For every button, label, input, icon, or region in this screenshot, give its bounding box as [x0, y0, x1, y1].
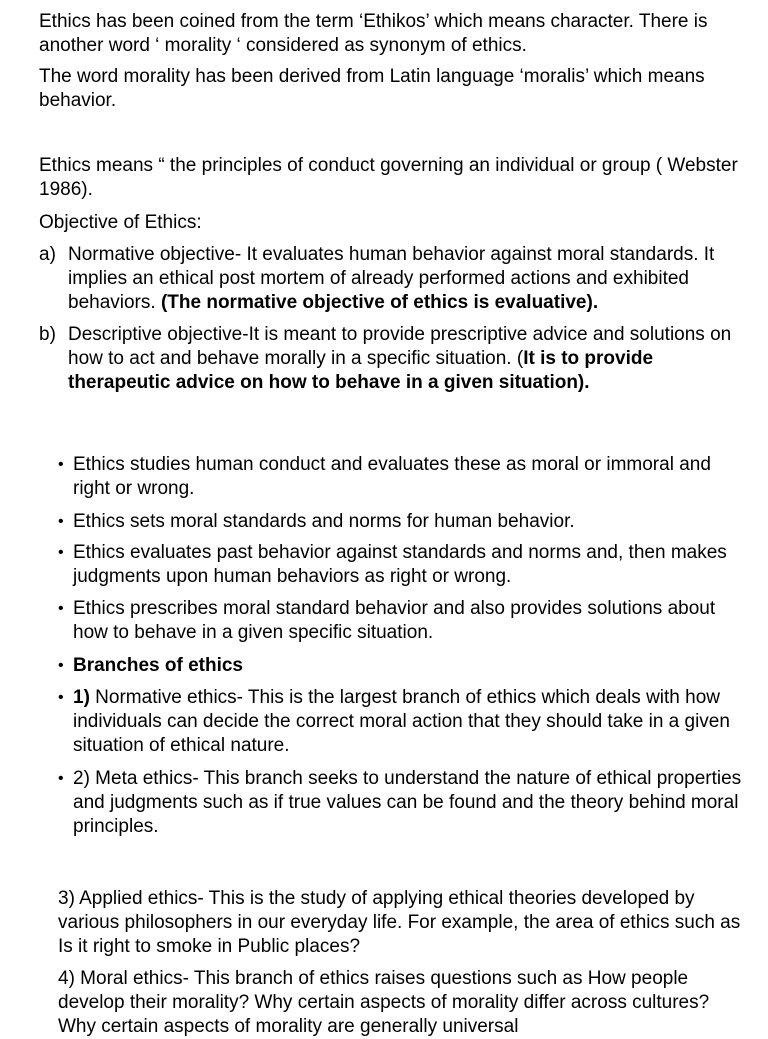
- bullet-icon: •: [58, 770, 64, 787]
- bullet-icon: •: [58, 513, 64, 530]
- moral-ethics-paragraph: 4) Moral ethics- This branch of ethics raises questions such as How people develop their morality? Why certain aspects of morality differ across cultures? Why certain aspects of morality are generally universal: [58, 968, 710, 1037]
- bullet-icon: •: [58, 600, 64, 617]
- bullet-icon: •: [58, 657, 64, 674]
- objective-heading: Objective of Ethics:: [39, 212, 202, 233]
- document-page: Ethics has been coined from the term ‘Ethikos’ which means character. There is another word ‘ morality ‘ considered as synonym of ethics. The word morality has been derived from Latin language ‘moralis’ which means behavior. Ethics means “ the principles of conduct governing an individual or group ( Webster 1986). Objective of Ethics: a) Normative objective- It evaluates human behavior against moral standards. It implies an ethical post mortem of already performed actions and exhibited behaviors. (The normative objective of ethics is evaluative). b) Descriptive objective-It is meant to provide prescriptive advice and solutions on how to act and behave morally in a specific situation. (It is to provide therapeutic advice on how to behave in a given situation). • Ethics studies human conduct and evaluates these as moral or immoral and right or wrong. • Ethics sets moral standards and norms for human behavior. • Ethics evaluates past behavior against standards and norms and, then makes judgments upon human behaviors as right or wrong. • Ethics prescribes moral standard behavior and also provides solutions about how to behave in a given specific situation. • Branches of ethics • 1) Normative ethics- This is the largest branch of ethics which deals with how individuals can decide the correct moral action that they should take in a given situation of ethical nature. • 2) Meta ethics- This branch seeks to understand the nature of ethical properties and judgments such as if true values can be found and the theory behind moral principles. 3) Applied ethics- This is the study of applying ethical theories developed by various philosophers in our everyday life. For example, the area of ethics such as Is it right to smoke in Public places? 4) Moral ethics- This branch of ethics raises questions such as How people develop their morality? Why certain aspects of morality differ across cultures? Why certain aspects of morality are generally universal: [0, 0, 768, 1024]
- branches-heading: Branches of ethics: [73, 655, 243, 676]
- applied-ethics-paragraph: 3) Applied ethics- This is the study of applying ethical theories developed by various philosophers in our everyday life. For example, the area of ethics such as Is it right to smoke in Public places?: [58, 888, 741, 957]
- ethics-definition: Ethics means “ the principles of conduct governing an individual or group ( Webster 1986).: [39, 155, 738, 200]
- objective-text: Descriptive objective-It is meant to provide prescriptive advice and solutions on how to act and behave morally in a specific situation. (It is to provide therapeutic advice on how to behave in a given situation).: [68, 324, 732, 393]
- list-marker: b): [39, 324, 56, 345]
- bullet-icon: •: [58, 689, 64, 706]
- list-marker: a): [39, 244, 56, 265]
- intro-paragraph-1: Ethics has been coined from the term ‘Ethikos’ which means character. There is another word ‘ morality ‘ considered as synonym of ethics.: [39, 11, 708, 56]
- bullet-icon: •: [58, 456, 64, 473]
- intro-paragraph-2: The word morality has been derived from Latin language ‘moralis’ which means behavior.: [39, 66, 705, 111]
- objective-text: Normative objective- It evaluates human behavior against moral standards. It implies an ethical post mortem of already performed actions and exhibited behaviors. (The normative objective of ethics is evaluative).: [68, 244, 715, 313]
- bullet-icon: •: [58, 544, 64, 561]
